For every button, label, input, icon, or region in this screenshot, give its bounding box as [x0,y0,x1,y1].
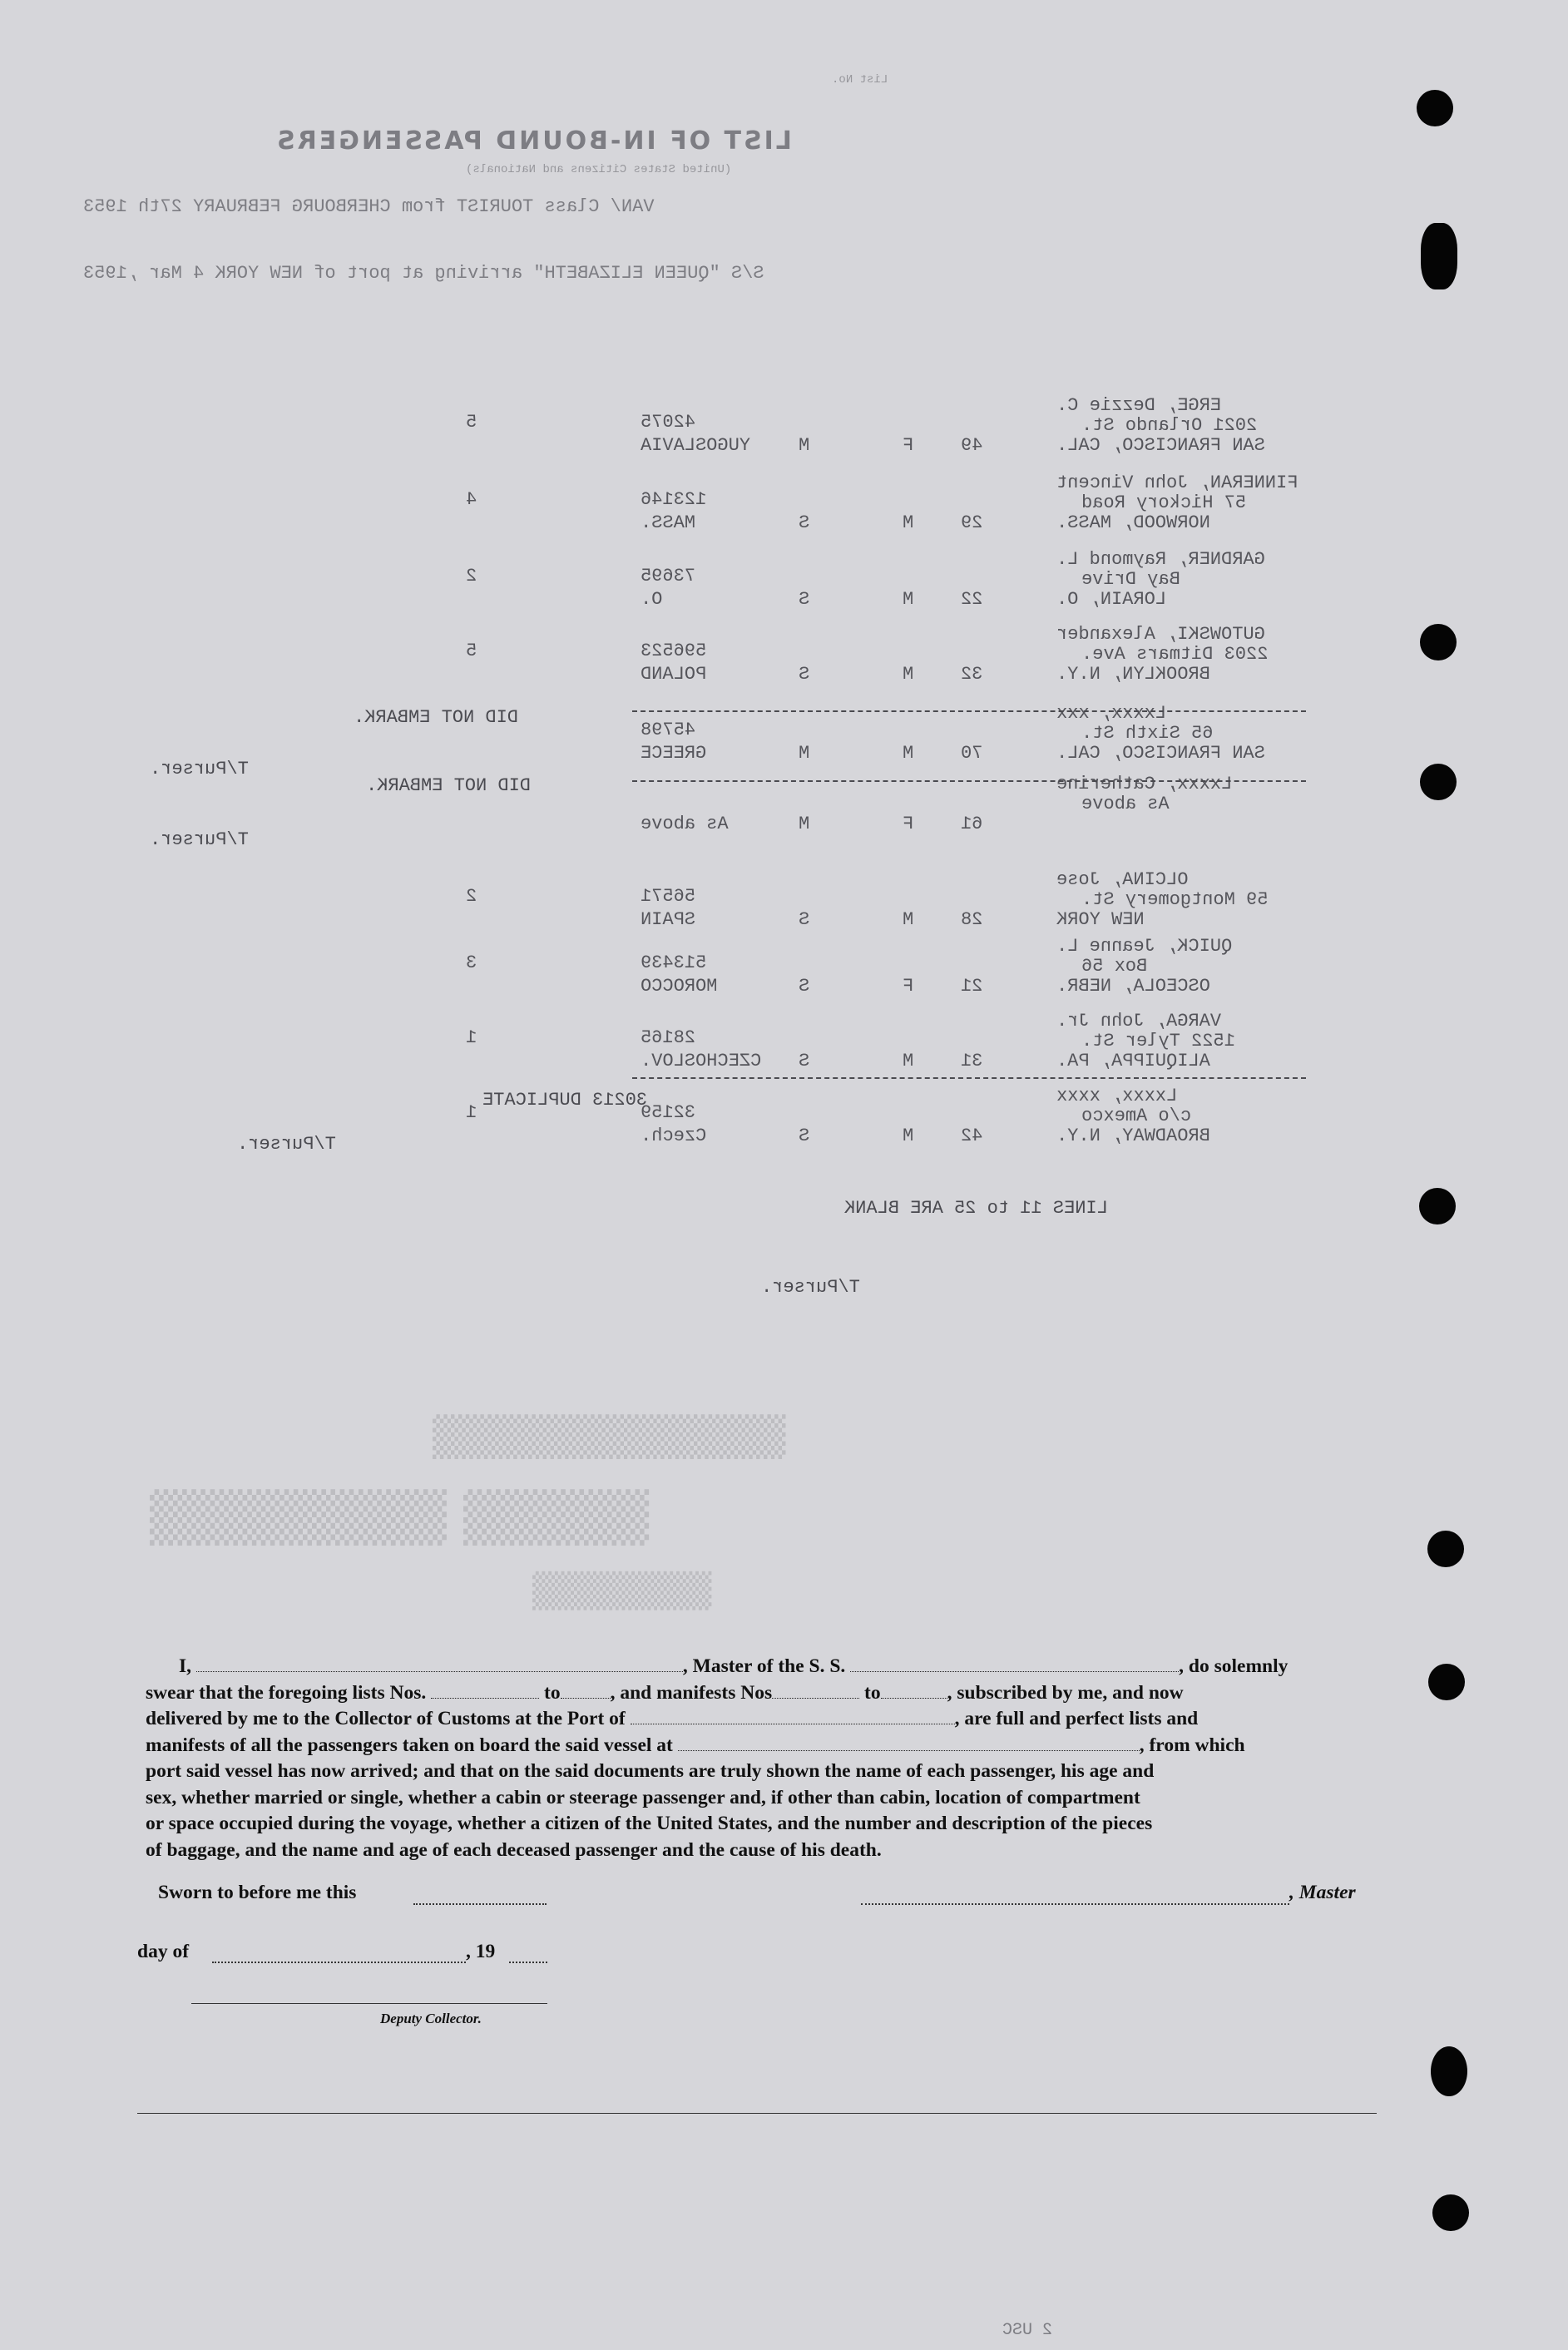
oath-text: , do solemnly [1179,1655,1289,1677]
oath-text: I, [179,1655,196,1677]
passenger-baggage: 2 [466,886,477,907]
passenger-marital: S [799,1126,810,1146]
oath-line-5: port said vessel has now arrived; and that on the said documents are truly shown the name of each passenger, his age and [146,1760,1155,1782]
punch-hole-5 [1419,1188,1456,1224]
passenger-birthplace: O. [641,589,663,610]
passenger-sex: M [903,589,914,610]
master-signature-blank [861,1903,1289,1905]
passenger-age: 21 [961,976,983,997]
passenger-baggage: 1 [466,1027,477,1048]
deputy-signature-line [191,2003,547,2004]
passenger-city: NORWOOD, MASS. [1056,512,1210,533]
year-label: , 19 [466,1941,496,1962]
day-of-blank [212,1962,466,1963]
passenger-age: 42 [961,1126,983,1146]
passenger-sex: M [903,909,914,930]
day-of-label: day of [137,1941,190,1962]
passenger-age: 31 [961,1051,983,1071]
bottom-rule [137,2113,1377,2114]
passenger-age: 49 [961,435,983,456]
punch-hole-4 [1420,764,1457,800]
passenger-birthplace: YUGOSLAVIA [641,435,751,456]
manifest-from-blank [772,1683,859,1699]
ghost-stamp-1: ▒▒▒▒▒▒▒▒▒▒▒▒ [433,1414,786,1459]
passenger-name: GUTOWSKI, Alexander [1056,624,1265,645]
passenger-name: Lxxxx, xxxx [1056,1086,1178,1106]
passenger-sex: F [903,814,914,834]
manifest-to-blank [881,1683,947,1699]
passenger-city: OSCEOLA, NEBR. [1056,976,1210,997]
passenger-age: 32 [961,664,983,685]
passenger-certificate: 123146 [641,489,707,510]
passenger-address: As above [1081,794,1170,814]
oath-line-8: of baggage, and the name and age of each deceased passenger and the cause of his death. [146,1838,882,1861]
passenger-birthplace: GREECE [641,743,707,764]
sworn-label: Sworn to before me this [158,1882,357,1903]
passenger-birthplace: Czech. [641,1126,707,1146]
passenger-marital: M [799,743,810,764]
purser-note-4: T/Purser. [761,1277,860,1298]
purser-note-1: T/Purser. [150,759,249,779]
punch-hole-6 [1427,1531,1464,1567]
header-line-2: S/S "QUEEN ELIZABETH" arriving at port of NEW YORK 4 Mar ,1953 [83,263,764,284]
lines-blank-note: LINES 11 to 25 ARE BLANK [844,1198,1108,1219]
passenger-age: 70 [961,743,983,764]
oath-text: swear that the foregoing lists Nos. [146,1681,432,1704]
passenger-marital: S [799,512,810,533]
punch-hole-2 [1421,223,1457,289]
passenger-sex: M [903,1051,914,1071]
passenger-age: 22 [961,589,983,610]
passenger-marital: S [799,976,810,997]
punch-hole-3 [1420,624,1457,660]
passenger-baggage: 2 [466,566,477,586]
passenger-sex: F [903,976,914,997]
passenger-birthplace: MOROCCO [641,976,718,997]
oath-line-7: or space occupied during the voyage, whether a citizen of the United States, and the number and description of the pieces [146,1813,1153,1834]
sworn-date-blank [413,1903,547,1905]
passenger-age: 29 [961,512,983,533]
passenger-sex: M [903,743,914,764]
passenger-certificate: 32159 [641,1102,696,1123]
punch-hole-1 [1417,90,1453,126]
did-not-embark-1: DID NOT EMBARK. [354,707,519,728]
oath-line-6: sex, whether married or single, whether a cabin or steerage passenger and, if other than cabin, location of compartment [146,1786,1140,1808]
passenger-marital: M [799,435,810,456]
passenger-name: VARGA, John Jr. [1056,1011,1222,1032]
oath-text: , from which [1139,1734,1245,1756]
oath-text: to [539,1681,561,1704]
passenger-city: SAN FRANCISCO, CAL. [1056,435,1265,456]
passenger-name: Lxxxx, xxx [1056,703,1167,724]
list-from-blank [431,1683,539,1699]
punch-hole-9 [1432,2194,1469,2231]
passenger-city: SAN FRANCISCO, CAL. [1056,743,1265,764]
passenger-address: 2203 Ditmars Ave. [1081,644,1269,665]
oath-line-3 [146,1706,1377,1733]
strike-line-3 [632,1077,1306,1079]
passenger-baggage: 1 [466,1102,477,1123]
passenger-sex: M [903,664,914,685]
vessel-name-blank [850,1656,1179,1672]
passenger-name: QUICK, Jeanne L. [1056,936,1233,957]
oath-text: to [859,1681,881,1704]
list-no-label: List No. [832,73,888,87]
passenger-city: BROADWAY, N.Y. [1056,1126,1210,1146]
list-to-blank [561,1683,611,1699]
passenger-marital: S [799,1051,810,1071]
punch-hole-8 [1431,2046,1467,2096]
passenger-city: BROOKLYN, N.Y. [1056,664,1210,685]
oath-text: , and manifests Nos [610,1681,773,1704]
vessel-port-blank [678,1735,1140,1751]
oath-line-2 [146,1680,1377,1707]
passenger-certificate: 42075 [641,412,696,433]
header-line-1: VAN/ Class TOURIST from CHERBOURG FEBRUARY 27th 1953 [83,196,655,217]
passenger-marital: S [799,909,810,930]
oath-text: , subscribed by me, and now [947,1681,1184,1704]
passenger-certificate: 28165 [641,1027,696,1048]
year-blank [509,1962,547,1963]
port-blank [631,1709,955,1724]
passenger-marital: S [799,589,810,610]
master-name-blank [196,1656,683,1672]
passenger-birthplace: MASS. [641,512,696,533]
passenger-city: ALIQUIPPA, PA. [1056,1051,1210,1071]
passenger-sex: M [903,512,914,533]
passenger-birthplace: POLAND [641,664,707,685]
passenger-name: Lxxxx, Catherine [1056,774,1233,794]
oath-line-4 [146,1733,1377,1759]
oath-paragraph [146,1654,1377,1863]
duplicate-note: 30213 DUPLICATE [482,1090,648,1111]
passenger-certificate: 73695 [641,566,696,586]
passenger-age: 61 [961,814,983,834]
deputy-collector-label: Deputy Collector. [380,2011,482,2026]
master-label: , Master [1289,1882,1356,1903]
ghost-stamp-3: ▒▒▒▒▒▒▒ [532,1572,712,1610]
manifest-subtitle: (United States Citizens and Nationals) [466,163,732,176]
passenger-name: OLCINA, Jose [1056,869,1189,890]
passenger-address: Box 56 [1081,956,1148,977]
passenger-certificate: 45798 [641,720,696,740]
oath-text: manifests of all the passengers taken on board the said vessel at [146,1734,678,1756]
passenger-marital: S [799,664,810,685]
passenger-baggage: 5 [466,412,477,433]
passenger-marital: M [799,814,810,834]
purser-note-2: T/Purser. [150,829,249,850]
passenger-birthplace: CZECHOSLOV. [641,1051,762,1071]
passenger-name: FINNERAN, John Vincent [1056,472,1298,493]
passenger-sex: M [903,1126,914,1146]
passenger-birthplace: As above [641,814,729,834]
strike-line-2 [632,780,1306,782]
passenger-certificate: 596523 [641,641,707,661]
passenger-certificate: 513439 [641,952,707,973]
strike-line-1 [632,710,1306,712]
oath-text: delivered by me to the Collector of Customs at the Port of [146,1708,631,1729]
oath-text: , are full and perfect lists and [954,1708,1199,1729]
punch-hole-7 [1428,1664,1465,1700]
oath-line-1 [146,1654,1377,1680]
ghost-stamp-2: ▒▒▒▒▒ ▒▒▒▒▒▒▒▒ [150,1489,650,1546]
passenger-baggage: 5 [466,641,477,661]
passenger-address: 2021 Orlando St. [1081,415,1258,436]
passenger-address: 65 Sixth St. [1081,723,1214,744]
passenger-name: ERGE, Dezzie C. [1056,395,1222,416]
bottom-stamp: 2 USC [1002,2321,1053,2340]
passenger-birthplace: SPAIN [641,909,696,930]
passenger-address: 1522 Tyler St. [1081,1031,1235,1051]
passenger-baggage: 4 [466,489,477,510]
passenger-address: c/o Amexco [1081,1106,1192,1126]
passenger-address: 59 Montgomery St. [1081,889,1269,910]
oath-text: , Master of the S. S. [682,1655,851,1677]
purser-note-3: T/Purser. [237,1134,336,1155]
passenger-name: GARDNER, Raymond L. [1056,549,1265,570]
manifest-title: LIST OF IN-BOUND PASSENGERS [275,126,792,156]
passenger-address: Bay Drive [1081,569,1180,590]
did-not-embark-2: DID NOT EMBARK. [366,775,532,796]
passenger-age: 28 [961,909,983,930]
passenger-certificate: 56571 [641,886,696,907]
passenger-address: 57 Hickory Road [1081,492,1247,513]
passenger-city: LORAIN, O. [1056,589,1167,610]
passenger-city: NEW YORK [1056,909,1145,930]
passenger-baggage: 3 [466,952,477,973]
passenger-sex: F [903,435,914,456]
